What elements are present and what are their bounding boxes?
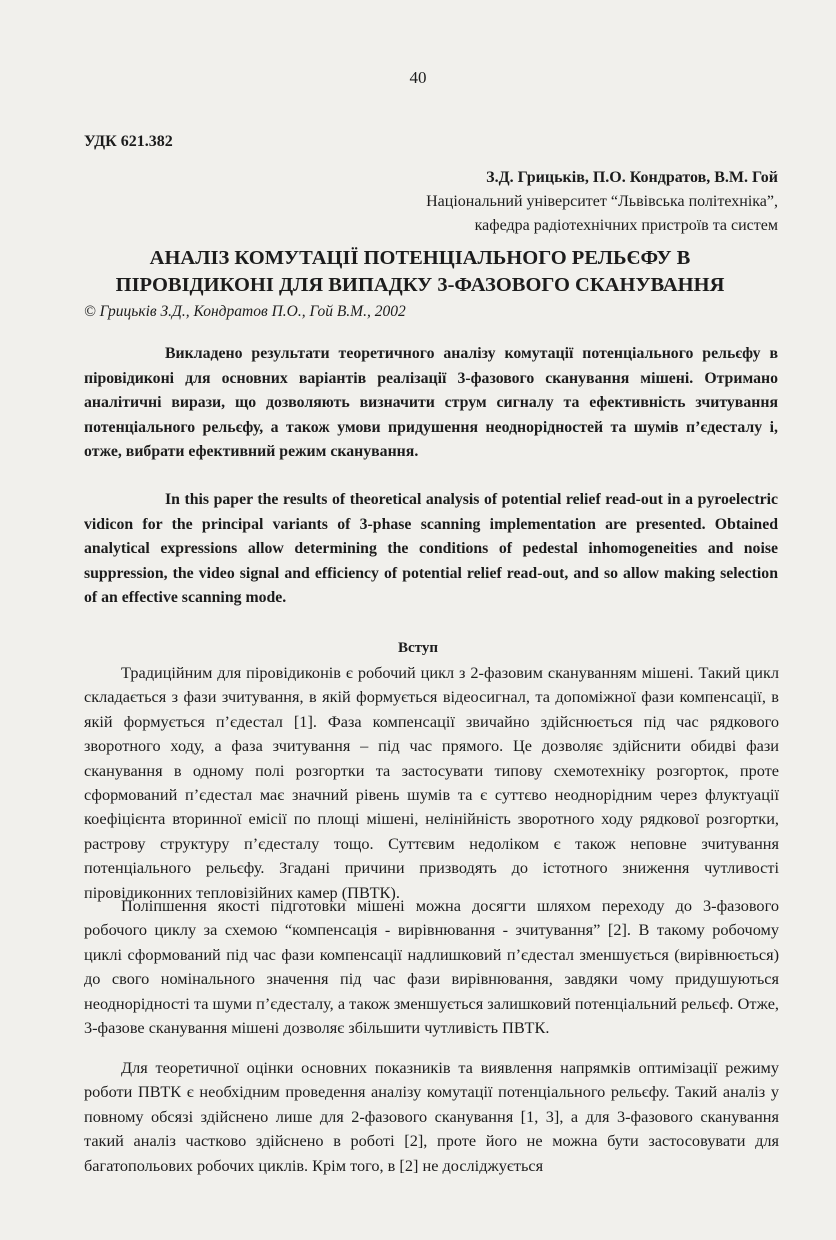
affiliation-university: Національний університет “Львівська політехніка”, — [426, 193, 778, 210]
title-line-2: ПІРОВІДИКОНІ ДЛЯ ВИПАДКУ 3-ФАЗОВОГО СКАНУВАННЯ — [115, 274, 725, 296]
author-names: З.Д. Грицьків, П.О. Кондратов, В.М. Гой — [486, 169, 778, 186]
abstract-english: In this paper the results of theoretical analysis of potential relief read-out in a pyroelectric vidicon for the principal variants of 3-phase scanning implementation are presented. Obtained analytical expressions allow determining the conditions of pedestal inhomogeneities and noise suppression, the video signal and efficiency of potential relief read-out, and so allow making selection of an effective scanning mode. — [84, 491, 778, 606]
body-paragraph-2: Поліпшення якості підготовки мішені можна досягти шляхом переходу до 3-фазового робочого циклу за схемою “компенсація - вирівнювання - зчитування” [2]. В такому робочому циклі сформований під час фази компенсації надлишковий п’єдестал зменшується (вирівнюється) до свого номінального значення під час фази вирівнювання, завдяки чому придушуються неоднорідності та шуми п’єдесталу, а також зменшується залишковий потенціальний рельєф. Отже, 3-фазове сканування мішені дозволяє збільшити чутливість ПВТК. — [84, 896, 779, 1038]
author-block — [426, 166, 778, 238]
title-line-1: АНАЛІЗ КОМУТАЦІЇ ПОТЕНЦІАЛЬНОГО РЕЛЬЄФУ В — [149, 247, 691, 269]
page-number: 40 — [409, 68, 427, 87]
body-paragraph-3: Для теоретичної оцінки основних показників та виявлення напрямків оптимізації режиму роботи ПВТК є необхідним проведення аналізу комутації потенціального рельєфу. Такий аналіз у повному обсязі здійснено лише для 2-фазового сканування [1, 3], а для 3-фазового сканування такий аналіз частково здійснено в роботі [2], проте його не можна бути застосовувати для багатопольових робочих циклів. Крім того, в [2] не досліджується — [84, 1058, 779, 1175]
affiliation-department: кафедра радіотехнічних пристроїв та систем — [474, 217, 778, 234]
udc-code: УДК 621.382 — [84, 133, 173, 150]
copyright-line: © Грицьків З.Д., Кондратов П.О., Гой В.М., 2002 — [84, 303, 406, 320]
paper-title — [60, 245, 780, 299]
abstract-ukrainian: Викладено результати теоретичного аналізу комутації потенціального рельєфу в піровідиконі для основних варіантів реалізації 3-фазового сканування мішені. Отримано аналітичні вирази, що дозволяють визначити струм сигналу та ефективність зчитування потенціального рельєфу, а також умови придушення неоднорідностей та шумів п’єдесталу і, отже, вибрати ефективний режим сканування. — [84, 345, 778, 460]
section-heading-introduction: Вступ — [398, 640, 438, 656]
body-paragraph-1: Традиційним для піровідиконів є робочий цикл з 2-фазовим скануванням мішені. Такий цикл складається з фази зчитування, в якій формується відеосигнал, та допоміжної фази компенсації, в якій формується п’єдестал [1]. Фаза компенсації звичайно здійснюється під час рядкового зворотного ходу, а фаза зчитування – під час прямого. Це дозволяє здійснити обидві фази сканування в одному полі розгортки та застосувати типову схемотехніку розгорток, проте сформований п’єдестал має значний рівень шумів та є суттєво неоднорідним через флуктуації коефіцієнта вторинної емісії по площі мішені, нелінійність зворотного ходу рядкової розгортки, растрову структуру п’єдесталу тощо. Суттєвим недоліком є також неповне зчитування потенціального рельєфу. Згадані причини призводять до істотного зниження чутливості піровідиконних тепловізійних камер (ПВТК). — [84, 663, 779, 902]
